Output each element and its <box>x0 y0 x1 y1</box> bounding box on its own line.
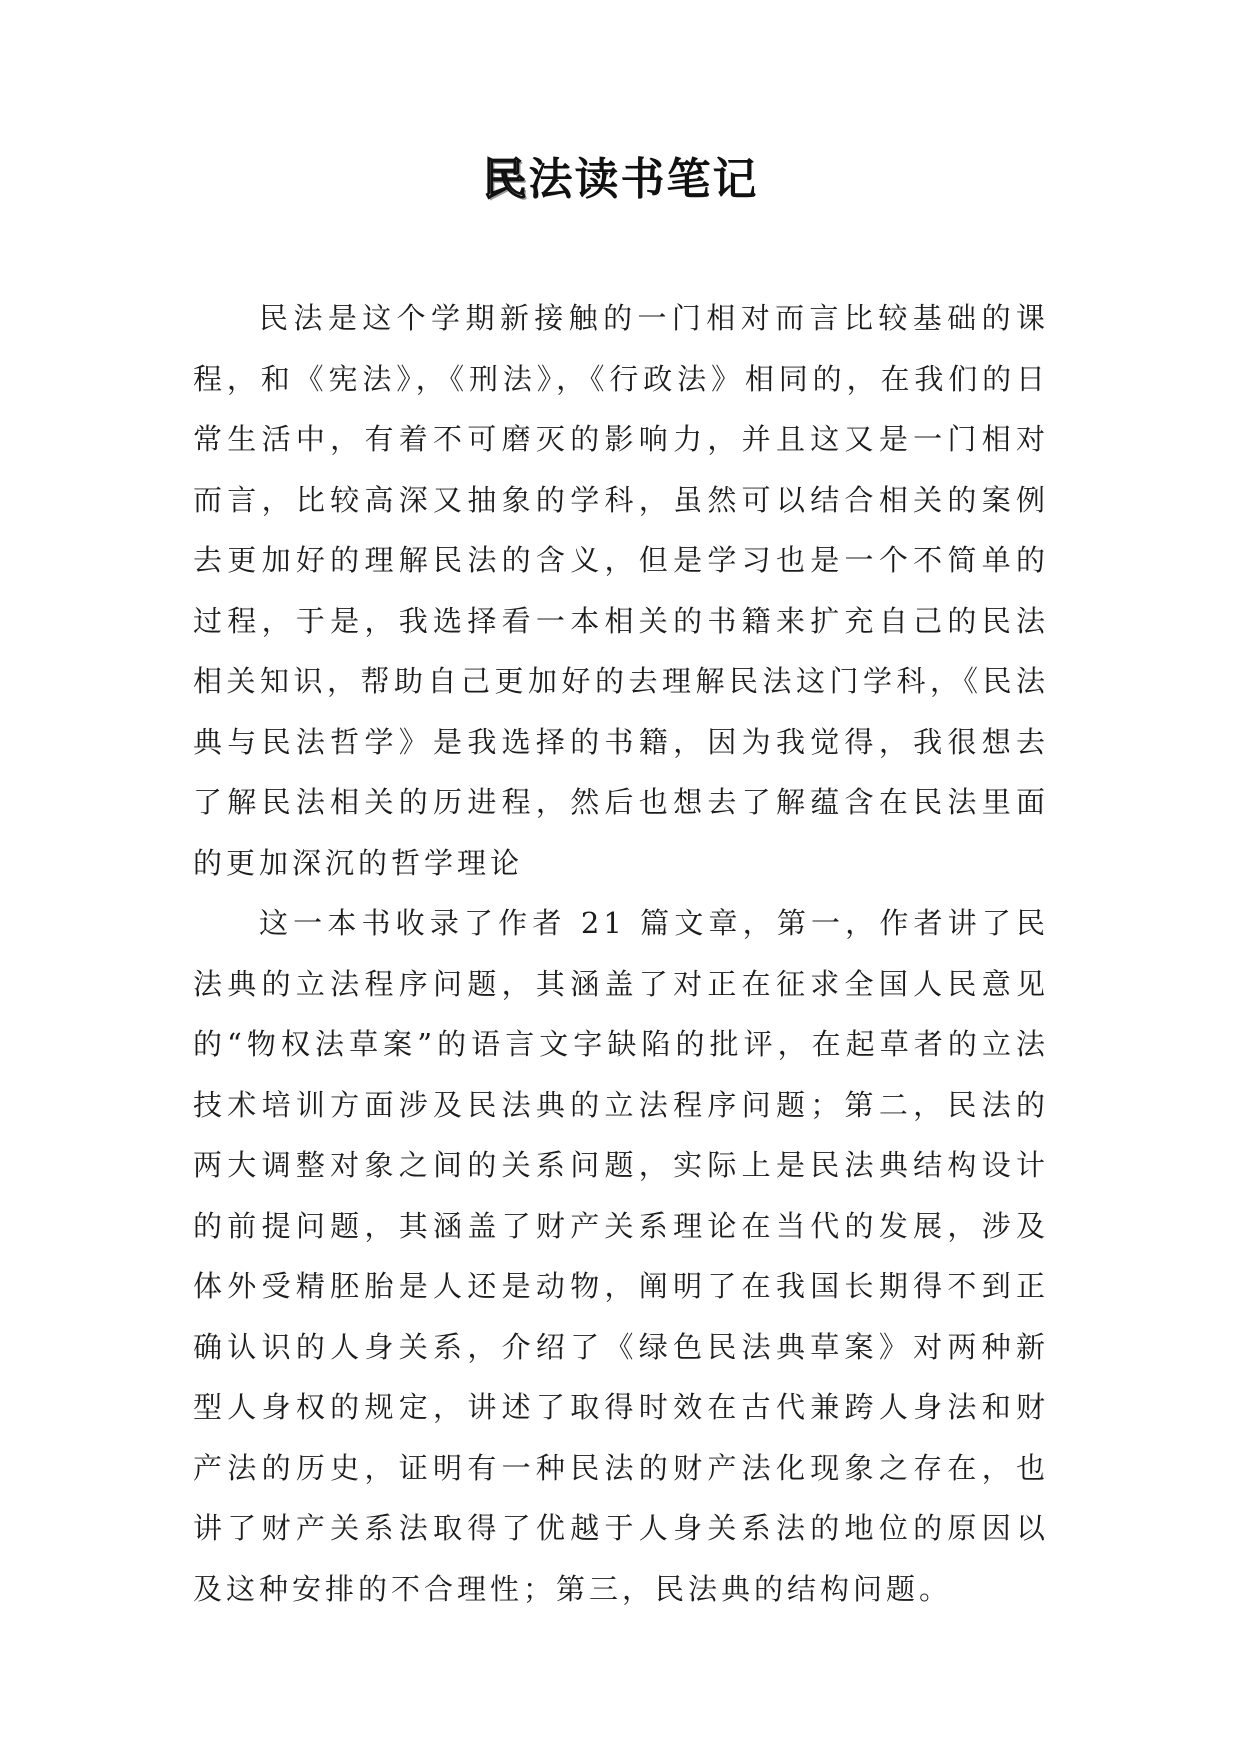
title-first-char: 民 <box>482 154 529 205</box>
paragraph-2: 这一本书收录了作者 21 篇文章，第一，作者讲了民法典的立法程序问题，其涵盖了对正在征求全国人民意见的“物权法草案”的语言文字缺陷的批评，在起草者的立法技术培训方面涉及民法典的立法程序问题；第二，民法的两大调整对象之间的关系问题，实际上是民法典结构设计的前提问题，其涵盖了财产关系理论在当代的发展，涉及体外受精胚胎是人还是动物，阐明了在我国长期得不到正确认识的人身关系，介绍了《绿色民法典草案》对两种新型人身权的规定，讲述了取得时效在古代兼跨人身法和财产法的历史，证明有一种民法的财产法化现象之存在，也讲了财产关系法取得了优越于人身关系法的地位的原因以及这种安排的不合理性；第三，民法典的结构问题。 <box>193 906 1049 1606</box>
title-rest: 法读书笔记 <box>528 154 759 205</box>
document-title <box>0 150 1241 210</box>
document-body <box>193 288 1049 1619</box>
paragraph-1: 民法是这个学期新接触的一门相对而言比较基础的课程，和《宪法》，《刑法》，《行政法》相同的，在我们的日常生活中，有着不可磨灭的影响力，并且这又是一门相对而言，比较高深又抽象的学科，虽然可以结合相关的案例去更加好的理解民法的含义，但是学习也是一个不简单的过程，于是，我选择看一本相关的书籍来扩充自己的民法相关知识，帮助自己更加好的去理解民法这门学科，《民法典与民法哲学》是我选择的书籍，因为我觉得，我很想去了解民法相关的历进程，然后也想去了解蕴含在民法里面的更加深沉的哲学理论 <box>193 301 1049 880</box>
